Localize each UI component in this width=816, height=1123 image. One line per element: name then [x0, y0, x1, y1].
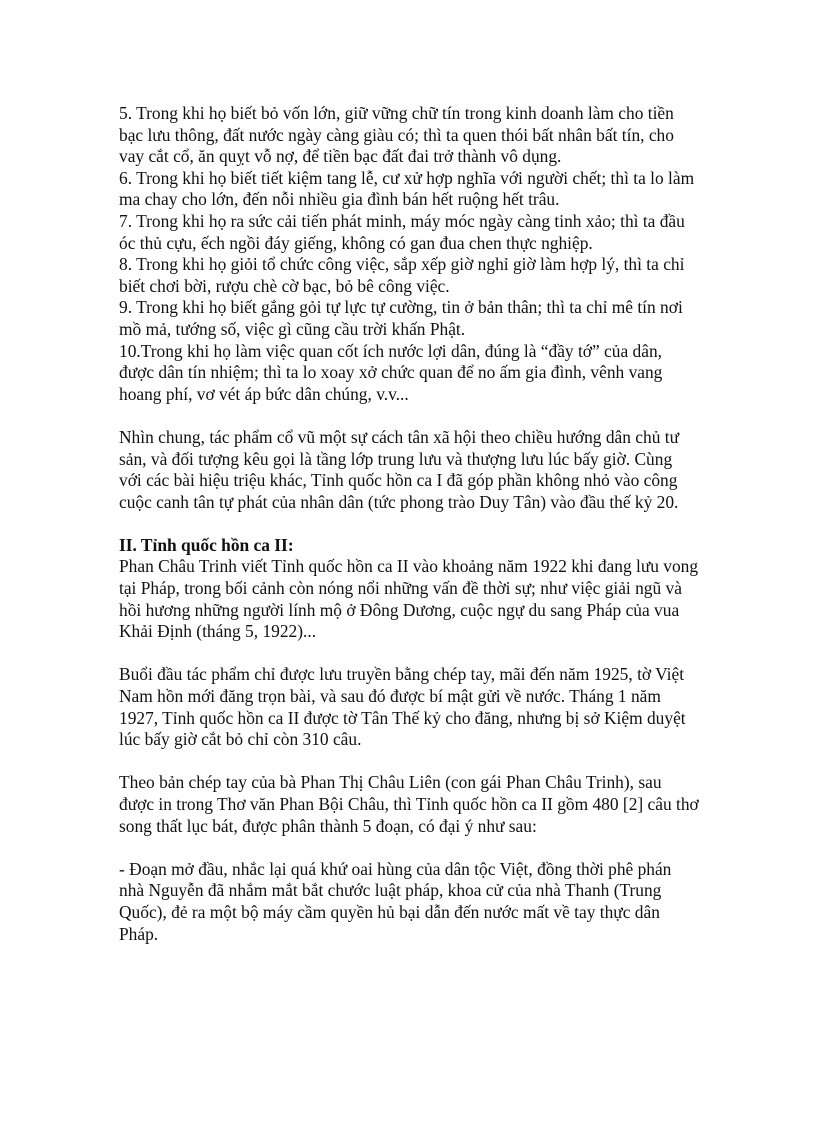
- numbered-list: [119, 103, 699, 405]
- spacer: [119, 837, 699, 859]
- list-item-6: 6. Trong khi họ biết tiết kiệm tang lễ, cư xử hợp nghĩa với người chết; thì ta lo làm ma chay cho lớn, đến nỗi nhiều gia đình bán hết ruộng hết trâu.: [119, 167, 695, 210]
- spacer: [119, 751, 699, 773]
- body-paragraph: Phan Châu Trinh viết Tỉnh quốc hồn ca II vào khoảng năm 1922 khi đang lưu vong tại Pháp, trong bối cảnh còn nóng nổi những vấn đề thời sự; như việc giải ngũ và hồi hương những người lính mộ ở Đông Dương, cuộc ngự du sang Pháp của vua Khải Định (tháng 5, 1922)...: [119, 556, 699, 642]
- body-paragraph: - Đoạn mở đầu, nhắc lại quá khứ oai hùng của dân tộc Việt, đồng thời phê phán nhà Nguyễn đã nhắm mắt bắt chước luật pháp, khoa cử của nhà Thanh (Trung Quốc), đẻ ra một bộ máy cầm quyền hủ bại dẫn đến nước mất về tay thực dân Pháp.: [119, 858, 672, 944]
- body-paragraph: Buổi đầu tác phẩm chỉ được lưu truyền bằng chép tay, mãi đến năm 1925, tờ Việt Nam hồn mới đăng trọn bài, và sau đó được bí mật gửi về nước. Tháng 1 năm 1927, Tỉnh quốc hồn ca II được tờ Tân Thế kỷ cho đăng, nhưng bị sở Kiệm duyệt lúc bấy giờ cắt bỏ chỉ còn 310 câu.: [119, 664, 686, 750]
- section-heading: II. Tỉnh quốc hồn ca II:: [119, 534, 294, 555]
- body-paragraph: Theo bản chép tay của bà Phan Thị Châu Liên (con gái Phan Châu Trinh), sau được in trong Thơ văn Phan Bội Châu, thì Tỉnh quốc hồn ca II gồm 480 [2] câu thơ song thất lục bát, được phân thành 5 đoạn, có đại ý như sau:: [119, 772, 699, 836]
- list-item-8: 8. Trong khi họ giỏi tổ chức công việc, sắp xếp giờ nghỉ giờ làm hợp lý, thì ta chỉ biết chơi bời, rượu chè cờ bạc, bỏ bê công việc.: [119, 254, 685, 296]
- list-item-9: 9. Trong khi họ biết gắng gỏi tự lực tự cường, tin ở bản thân; thì ta chỉ mê tín nơi mồ mả, tướng số, việc gì cũng cầu trời khấn Phật.: [119, 297, 683, 339]
- summary-paragraph: Nhìn chung, tác phẩm cổ vũ một sự cách tân xã hội theo chiều hướng dân chủ tư sản, và đối tượng kêu gọi là tầng lớp trung lưu và thượng lưu lúc bấy giờ. Cùng với các bài hiệu triệu khác, Tỉnh quốc hồn ca I đã góp phần không nhỏ vào công cuộc canh tân tự phát của nhân dân (tức phong trào Duy Tân) vào đầu thế kỷ 20.: [119, 426, 680, 512]
- spacer: [119, 643, 699, 665]
- list-item-10: 10.Trong khi họ làm việc quan cốt ích nước lợi dân, đúng là “đầy tớ” của dân, được dân tín nhiệm; thì ta lo xoay xở chức quan để no ấm gia đình, vênh vang hoang phí, vơ vét áp bức dân chúng, v.v...: [119, 340, 663, 404]
- spacer: [119, 513, 699, 535]
- document-page: [119, 103, 699, 945]
- list-item-7: 7. Trong khi họ ra sức cải tiến phát minh, máy móc ngày càng tinh xảo; thì ta đầu óc thủ cựu, ếch ngồi đáy giếng, không có gan đua chen thực nghiệp.: [119, 210, 685, 253]
- spacer: [119, 405, 699, 427]
- list-item-5: 5. Trong khi họ biết bỏ vốn lớn, giữ vững chữ tín trong kinh doanh làm cho tiền bạc lưu thông, đất nước ngày càng giàu có; thì ta quen thói bất nhân bất tín, cho vay cắt cổ, ăn quỵt vỗ nợ, để tiền bạc đất đai trở thành vô dụng.: [119, 103, 674, 167]
